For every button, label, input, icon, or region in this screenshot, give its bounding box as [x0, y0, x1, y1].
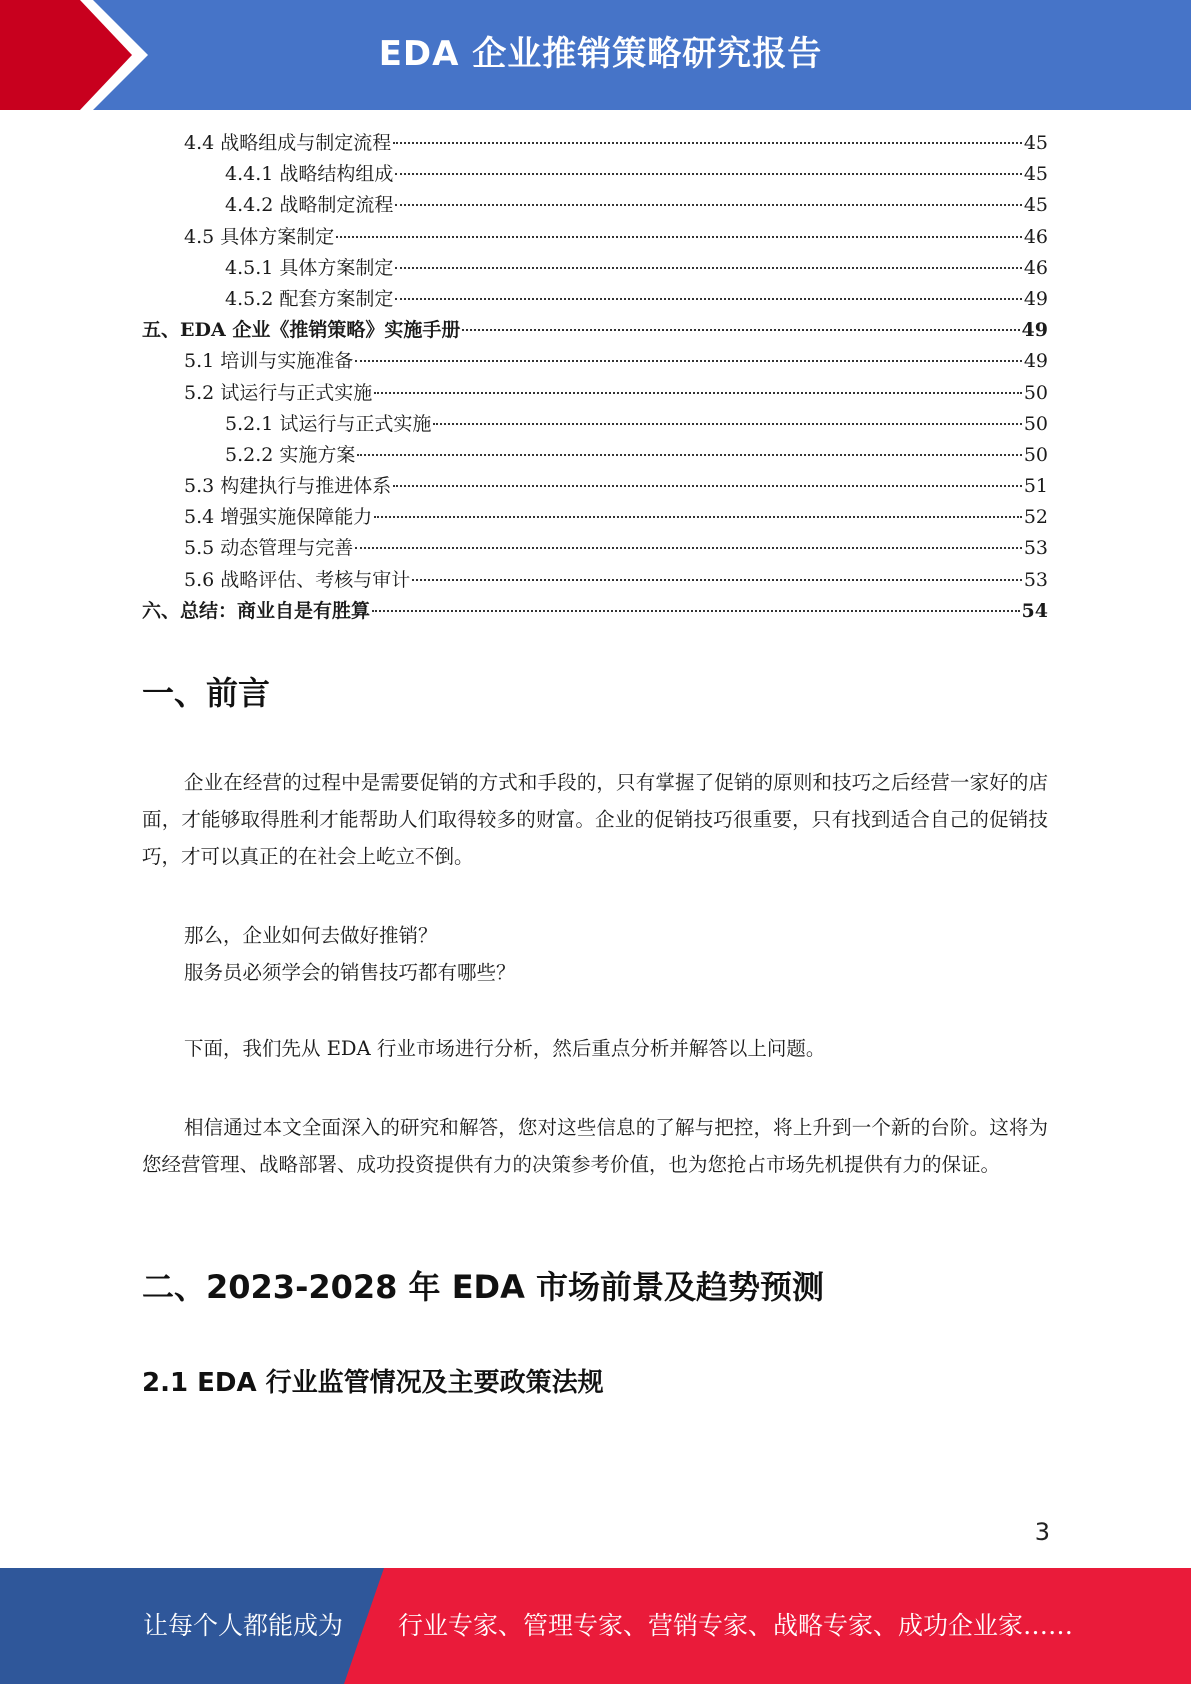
toc-dot-leader	[355, 547, 1022, 549]
toc-entry[interactable]	[142, 159, 1048, 190]
footer-slogan-roles: 行业专家、管理专家、营销专家、战略专家、成功企业家……	[398, 1611, 1074, 1640]
toc-entry-page: 50	[1023, 381, 1048, 404]
toc-dot-leader	[395, 173, 1021, 175]
toc-entry-title: 5.2.2 实施方案	[225, 443, 356, 466]
toc-entry[interactable]	[142, 565, 1048, 596]
toc-entry-page: 50	[1023, 443, 1048, 466]
toc-entry-title: 5.1 培训与实施准备	[184, 350, 354, 373]
toc-dot-leader	[393, 142, 1022, 144]
toc-dot-leader	[374, 392, 1022, 394]
preface-question-1: 那么，企业如何去做好推销？	[184, 924, 438, 947]
page-footer	[0, 1568, 1191, 1684]
toc-entry-page: 49	[1021, 319, 1048, 342]
toc-entry-page: 46	[1023, 225, 1048, 248]
toc-entry-title: 4.4 战略组成与制定流程	[184, 132, 392, 154]
toc-entry-title: 4.5 具体方案制定	[184, 225, 335, 248]
toc-entry[interactable]	[142, 346, 1048, 377]
preface-paragraph-1: 企业在经营的过程中是需要促销的方式和手段的，只有掌握了促销的原则和技巧之后经营一家好的店面，才能够取得胜利才能帮助人们取得较多的财富。企业的促销技巧很重要，只有找到适合自己的促销技巧，才可以真正的在社会上屹立不倒。	[142, 771, 1048, 868]
toc-entry-title: 4.5.1 具体方案制定	[225, 256, 394, 279]
toc-entry-page: 49	[1023, 287, 1048, 310]
toc-entry[interactable]	[142, 222, 1048, 253]
toc-dot-leader	[395, 267, 1021, 269]
toc-entry-page: 54	[1021, 599, 1048, 622]
toc-entry-title: 5.4 增强实施保障能力	[184, 506, 373, 529]
toc-entry[interactable]	[142, 284, 1048, 315]
toc-dot-leader	[433, 423, 1021, 425]
toc-dot-leader	[462, 329, 1019, 331]
toc-entry-title: 六、总结：商业自是有胜算	[142, 599, 371, 622]
toc-entry[interactable]	[142, 253, 1048, 284]
toc-entry-title: 5.2.1 试运行与正式实施	[225, 412, 432, 435]
toc-dot-leader	[372, 610, 1020, 612]
table-of-contents	[142, 128, 1048, 627]
toc-entry-title: 4.4.2 战略制定流程	[225, 194, 394, 217]
section-heading-preface: 一、前言	[142, 674, 271, 712]
toc-entry-title: 5.5 动态管理与完善	[184, 537, 354, 560]
toc-entry-page: 46	[1023, 256, 1048, 279]
page-header	[0, 0, 1191, 110]
toc-entry-title: 4.4.1 战略结构组成	[225, 163, 394, 186]
toc-dot-leader	[374, 516, 1022, 518]
toc-entry[interactable]	[142, 596, 1048, 627]
toc-entry[interactable]	[142, 378, 1048, 409]
toc-entry-page: 45	[1023, 132, 1048, 154]
toc-dot-leader	[336, 236, 1022, 238]
toc-entry[interactable]	[142, 315, 1048, 346]
toc-entry[interactable]	[142, 128, 1048, 159]
toc-entry-page: 45	[1023, 163, 1048, 186]
subsection-heading-regulation: 2.1 EDA 行业监管情况及主要政策法规	[142, 1368, 604, 1398]
footer-slogan-lead: 让每个人都能成为	[143, 1611, 344, 1640]
toc-dot-leader	[395, 204, 1021, 206]
document-title: EDA 企业推销策略研究报告	[378, 34, 823, 74]
toc-entry[interactable]	[142, 440, 1048, 471]
toc-entry-title: 五、EDA 企业《推销策略》实施手册	[142, 319, 461, 342]
toc-entry-page: 53	[1023, 568, 1048, 591]
preface-question-2: 服务员必须学会的销售技巧都有哪些？	[184, 961, 516, 984]
page-number: 3	[1034, 1518, 1050, 1546]
toc-entry-page: 51	[1023, 475, 1048, 498]
toc-entry[interactable]	[142, 502, 1048, 533]
toc-entry[interactable]	[142, 409, 1048, 440]
toc-entry-page: 52	[1023, 506, 1048, 529]
section-heading-market-outlook: 二、2023-2028 年 EDA 市场前景及趋势预测	[142, 1268, 825, 1306]
toc-entry-page: 49	[1023, 350, 1048, 373]
toc-dot-leader	[355, 360, 1022, 362]
toc-entry-page: 45	[1023, 194, 1048, 217]
toc-entry-title: 5.6 战略评估、考核与审计	[184, 568, 411, 591]
toc-entry-title: 4.5.2 配套方案制定	[225, 287, 394, 310]
toc-dot-leader	[395, 298, 1021, 300]
toc-entry-page: 50	[1023, 412, 1048, 435]
toc-entry[interactable]	[142, 533, 1048, 564]
toc-dot-leader	[393, 485, 1022, 487]
toc-entry[interactable]	[142, 471, 1048, 502]
toc-entry-page: 53	[1023, 537, 1048, 560]
preface-paragraph-2: 下面，我们先从 EDA 行业市场进行分析，然后重点分析并解答以上问题。	[184, 1037, 826, 1060]
preface-paragraph-3: 相信通过本文全面深入的研究和解答，您对这些信息的了解与把控，将上升到一个新的台阶。这将为您经营管理、战略部署、成功投资提供有力的决策参考价值，也为您抢占市场先机提供有力的保证。	[142, 1116, 1048, 1176]
toc-entry-title: 5.2 试运行与正式实施	[184, 381, 373, 404]
toc-entry[interactable]	[142, 190, 1048, 221]
toc-dot-leader	[357, 454, 1021, 456]
toc-entry-title: 5.3 构建执行与推进体系	[184, 475, 392, 498]
toc-dot-leader	[412, 579, 1022, 581]
